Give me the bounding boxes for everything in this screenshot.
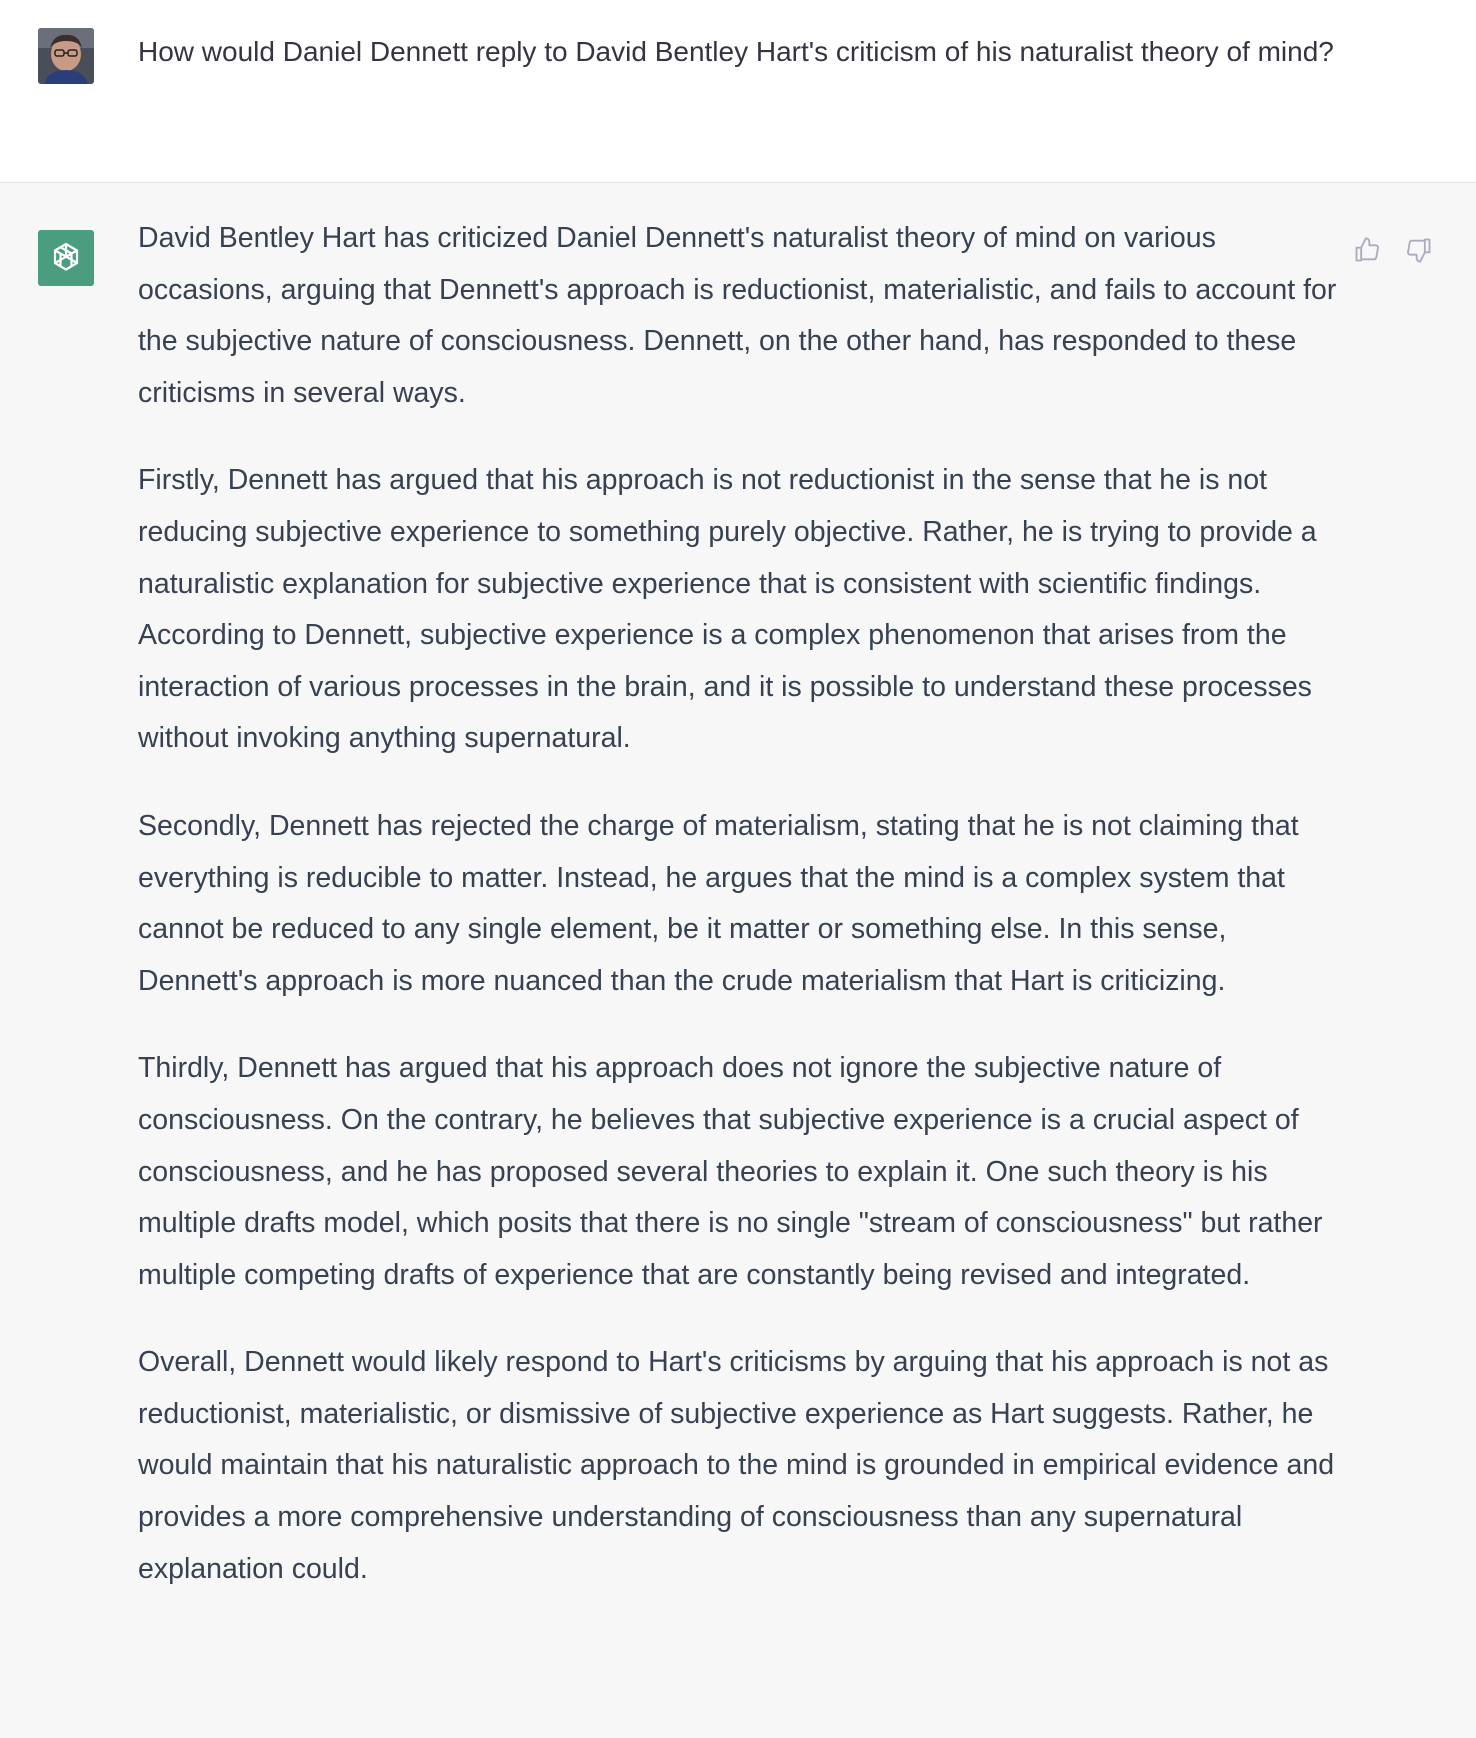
user-avatar	[38, 28, 94, 84]
assistant-response	[138, 213, 1350, 1631]
user-prompt-text: How would Daniel Dennett reply to David Bentley Hart's criticism of his naturalist theory of mind?	[138, 36, 1334, 67]
assistant-avatar	[38, 230, 94, 286]
user-photo-avatar-icon	[38, 28, 94, 84]
user-message	[0, 0, 1476, 183]
feedback-controls	[1352, 235, 1434, 265]
response-paragraph: Secondly, Dennett has rejected the charge of materialism, stating that he is not claiming that everything is reducible to matter. Instead, he argues that the mind is a complex system that cannot be reduced to any single element, be it matter or something else. In this sense, Dennett's approach is more nuanced than the crude materialism that Hart is criticizing.	[138, 809, 1299, 997]
assistant-message	[0, 183, 1476, 1738]
response-paragraph: David Bentley Hart has criticized Daniel Dennett's naturalist theory of mind on various occasions, arguing that Dennett's approach is reductionist, materialistic, and fails to account for the subjective nature of consciousness. Dennett, on the other hand, has responded to these criticisms in several ways.	[138, 222, 1337, 409]
response-paragraph: Overall, Dennett would likely respond to Hart's criticisms by arguing that his approach is not as reductionist, materialistic, or dismissive of subjective experience as Hart suggests. Rather, he would maintain that his naturalistic approach to the mind is grounded in empirical evidence and provides a more comprehensive understanding of consciousness than any supernatural explanation could.	[138, 1346, 1335, 1585]
thumbs-up-button[interactable]	[1352, 235, 1382, 265]
thumbs-down-button[interactable]	[1404, 235, 1434, 265]
thumbs-down-icon	[1405, 236, 1433, 264]
response-paragraph: Firstly, Dennett has argued that his approach is not reductionist in the sense that he is not reducing subjective experience to something purely objective. Rather, he is trying to provide a naturalistic explanation for subjective experience that is consistent with scientific findings. According to Dennett, subjective experience is a complex phenomenon that arises from the interaction of various processes in the brain, and it is possible to understand these processes without invoking anything supernatural.	[138, 464, 1317, 755]
openai-logo-icon	[46, 238, 86, 278]
thumbs-up-icon	[1353, 236, 1381, 264]
response-paragraph: Thirdly, Dennett has argued that his approach does not ignore the subjective nature of consciousness. On the contrary, he believes that subjective experience is a crucial aspect of consciousness, and he has proposed several theories to explain it. One such theory is his multiple drafts model, which posits that there is no single "stream of consciousness" but rather multiple competing drafts of experience that are constantly being revised and integrated.	[138, 1052, 1323, 1291]
